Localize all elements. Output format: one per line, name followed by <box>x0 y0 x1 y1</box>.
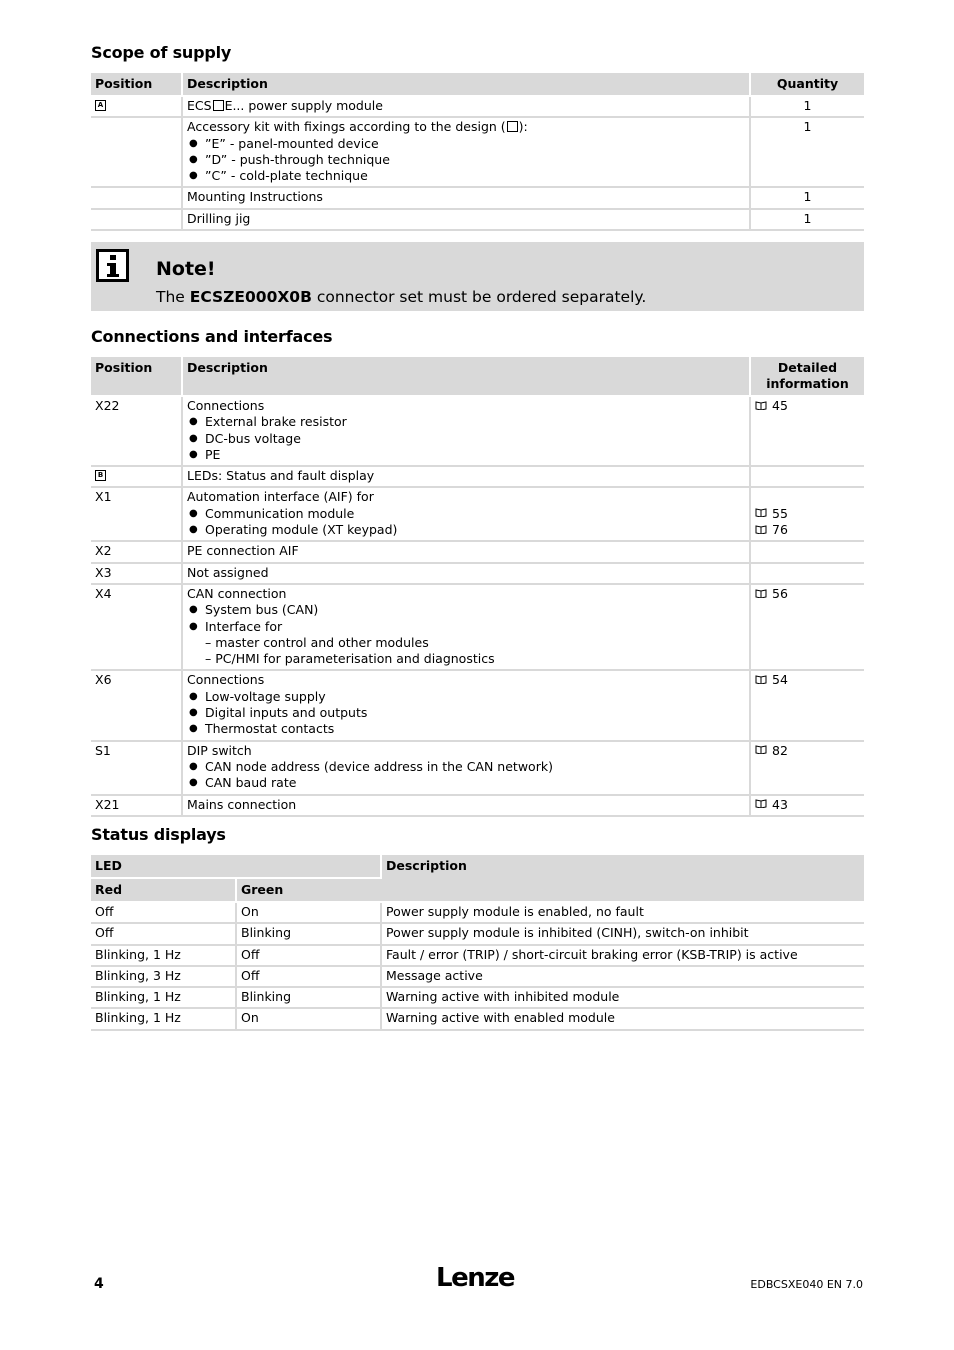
book-icon <box>755 508 767 517</box>
table-row: X4 CAN connection ● System bus (CAN) ● Interface for – master control and other modules – PC/HMI for parameterisation and diagnostics 56 <box>91 584 864 670</box>
table-row: Off Blinking Power supply module is inhibited (CINH), switch-on inhibit <box>91 923 864 944</box>
page-reference[interactable]: 54 <box>772 672 788 688</box>
document-code: EDBCSXE040 EN 7.0 <box>750 1278 863 1291</box>
table-row: Blinking, 1 Hz Blinking Warning active with inhibited module <box>91 987 864 1008</box>
book-icon <box>755 675 767 684</box>
placeholder-box-icon <box>507 121 518 132</box>
table-header-row <box>91 73 864 96</box>
book-icon <box>755 525 767 534</box>
table-header-row <box>91 357 864 396</box>
col-description: Description <box>182 357 750 396</box>
table-row: X2 PE connection AIF <box>91 541 864 562</box>
status-heading: Status displays <box>91 825 226 844</box>
info-icon <box>96 249 129 282</box>
page-reference[interactable]: 55 <box>772 505 788 521</box>
table-row: X6 Connections ● Low-voltage supply ● Digital inputs and outputs ● Thermostat contacts 54 <box>91 670 864 740</box>
table-row: Mounting Instructions 1 <box>91 187 864 208</box>
table-row: Blinking, 1 Hz Off Fault / error (TRIP) / short-circuit braking error (KSB-TRIP) is active <box>91 945 864 966</box>
scope-table <box>91 73 864 231</box>
table-row: Accessory kit with fixings according to the design ( ): ● ”E” - panel-mounted device ● ”D” - push-through technique ● ”C” - cold-plate technique 1 <box>91 117 864 187</box>
col-green: Green <box>236 878 381 902</box>
col-led: LED <box>91 855 381 878</box>
page-reference[interactable]: 45 <box>772 398 788 413</box>
book-icon <box>755 589 767 598</box>
col-detailed-info: Detailed information <box>750 357 864 396</box>
col-position: Position <box>91 357 182 396</box>
scope-heading: Scope of supply <box>91 43 232 62</box>
table-row: X3 Not assigned <box>91 563 864 584</box>
position-b-marker: B <box>95 470 106 481</box>
table-row: X1 Automation interface (AIF) for ● Communication module ● Operating module (XT keypad) 55 76 <box>91 487 864 541</box>
col-description: Description <box>381 855 864 902</box>
page-number: 4 <box>94 1276 104 1292</box>
page-reference[interactable]: 43 <box>772 796 788 812</box>
table-row: X22 Connections ● External brake resistor ● DC-bus voltage ● PE 45 <box>91 396 864 466</box>
table-row: S1 DIP switch ● CAN node address (device address in the CAN network) ● CAN baud rate 82 <box>91 741 864 795</box>
placeholder-box-icon <box>213 100 224 111</box>
table-row: Blinking, 1 Hz On Warning active with enabled module <box>91 1008 864 1029</box>
connections-heading: Connections and interfaces <box>91 327 333 346</box>
book-icon <box>755 799 767 808</box>
book-icon <box>755 401 767 410</box>
table-row: Off On Power supply module is enabled, no fault <box>91 902 864 923</box>
table-header-row <box>91 855 864 878</box>
page-reference[interactable]: 56 <box>772 585 788 601</box>
position-a-marker: A <box>95 100 106 111</box>
lenze-logo: Lenze <box>436 1263 514 1293</box>
connections-table <box>91 357 864 817</box>
table-row: B LEDs: Status and fault display <box>91 466 864 487</box>
note-title: Note! <box>156 258 216 280</box>
note-text: The ECSZE000X0B connector set must be ordered separately. <box>156 288 647 306</box>
page-reference[interactable]: 76 <box>772 522 788 538</box>
table-row: A ECS E... power supply module 1 <box>91 96 864 117</box>
note-box <box>91 242 864 311</box>
col-position: Position <box>91 73 182 96</box>
page-reference[interactable]: 82 <box>772 742 788 758</box>
design-list: ● ”E” - panel-mounted device ● ”D” - push-through technique ● ”C” - cold-plate technique <box>187 136 745 185</box>
table-row: X21 Mains connection 43 <box>91 795 864 816</box>
col-red: Red <box>91 878 236 902</box>
table-row: Blinking, 3 Hz Off Message active <box>91 966 864 987</box>
col-description: Description <box>182 73 750 96</box>
col-quantity: Quantity <box>750 73 864 96</box>
table-row: Drilling jig 1 <box>91 209 864 230</box>
status-table <box>91 855 864 1031</box>
book-icon <box>755 745 767 754</box>
